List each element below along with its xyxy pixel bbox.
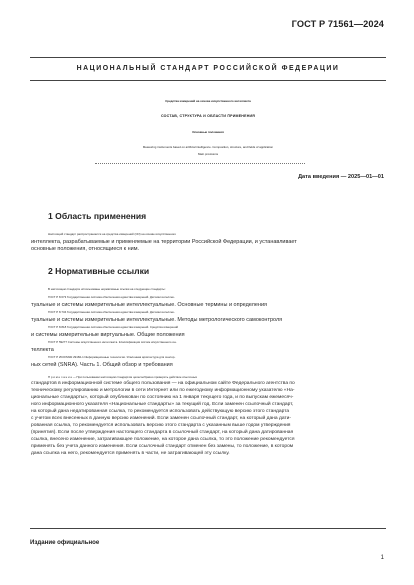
reference-iso-iec-29182-1: ГОСТ Р ИСО/МЭК 29182-1 Информационные технологии. Эталонная архитектура для сенсор-	[48, 355, 176, 359]
title-rule	[30, 80, 386, 81]
note-line: техническому регулированию и метрологии в сети Интернет или по ежегодному информационному указателю «На-	[31, 388, 295, 393]
document-code: ГОСТ Р 71561—2024	[291, 19, 384, 29]
note-line: циональные стандарты», который опубликован по состоянию на 1 января текущего года, и по выпускам ежемесяч-	[31, 395, 294, 400]
reference-gost-8818: ГОСТ Р 8.818 Государственная система обеспечения единства измерений. Средства измерений	[48, 325, 179, 329]
english-title-line2: Main provisions	[197, 152, 219, 156]
note-line: стандартов в информационной системе общего пользования — на официальном сайте Федерального агентства по	[31, 381, 295, 386]
note-line: на который дана недатированная ссылка, то рекомендуется использовать действующую версию этого стандарта	[31, 409, 290, 414]
note-line: П р и м е ч а н и е — При пользовании настоящим стандартом целесообразно проверить действие ссылочных	[48, 375, 198, 379]
reference-gost-8734-cont: туальные и системы измерительные интеллектуальные. Методы метрологического самоконтроля	[31, 316, 283, 323]
document-provisions: Основные положения	[192, 130, 224, 134]
section-1-line: основные положения, относящиеся к ним.	[31, 246, 140, 252]
section-2-heading: 2 Нормативные ссылки	[48, 266, 150, 276]
reference-iso-iec-29182-1-cont: ных сетей (SNRA). Часть 1. Общий обзор и требования	[31, 361, 173, 368]
note-line: дана ссылка на него, рекомендуется применять в части, не затрагивающей эту ссылку.	[31, 451, 230, 456]
section-2-line: В настоящем стандарте использованы нормативные ссылки на следующие стандарты:	[48, 287, 166, 291]
reference-gost-8673-cont: туальные и системы измерительные интеллектуальные. Основные термины и определения	[31, 301, 268, 308]
section-1-line: Настоящий стандарт распространяется на средства измерений (СИ) на основе искусственного	[48, 232, 177, 236]
note-line: применять без учета данного изменения. Если ссылочный стандарт отменен без замены, то положение, в котором	[31, 444, 294, 449]
introduction-date: Дата введения — 2025—01—01	[298, 174, 384, 180]
page-number: 1	[380, 555, 384, 561]
note-line: рованная ссылка, то рекомендуется использовать версию этого стандарта с указанным выше годом утверждения	[31, 423, 291, 428]
document-subtitle: Средства измерений на основе искусственного интеллекта	[165, 99, 251, 103]
note-line: ссылка, внесено изменение, затрагивающее положение, на которое дана ссылка, то это положение рекомендуется	[31, 437, 295, 442]
reference-gost-8673: ГОСТ Р 8.673 Государственная система обеспечения единства измерений. Датчики интеллек-	[48, 295, 175, 299]
reference-gost-8818-cont: и системы измерительные виртуальные. Общие положения	[31, 331, 185, 338]
reference-gost-59277: ГОСТ Р 59277 Системы искусственного интеллекта. Классификация систем искусственного ин-	[48, 340, 177, 344]
footer-rule	[30, 528, 386, 529]
note-line: ного информационного указателя «Национальные стандарты» за текущий год. Если заменен ссылочный стандарт,	[31, 402, 294, 407]
section-1-heading: 1 Область применения	[48, 211, 147, 221]
national-standard-title: НАЦИОНАЛЬНЫЙ СТАНДАРТ РОССИЙСКОЙ ФЕДЕРАЦИИ	[76, 65, 340, 72]
official-edition-label: Издание официальное	[30, 539, 100, 546]
section-1-line: интеллекта, разрабатываемые и применяемые на территории Российской Федерации, и устанавливает	[31, 238, 297, 245]
english-title-line1: Measuring instruments based on artificial intelligence. Composition, structure, and fields of application	[142, 145, 274, 149]
title-block-separator	[95, 163, 305, 164]
document-main-title: СОСТАВ, СТРУКТУРА И ОБЛАСТИ ПРИМЕНЕНИЯ	[160, 114, 256, 118]
reference-gost-8734: ГОСТ Р 8.734 Государственная система обеспечения единства измерений. Датчики интеллек-	[48, 310, 175, 314]
top-rule	[30, 57, 386, 58]
note-line: с учетом всех внесенных в данную версию изменений. Если заменен ссылочный стандарт, на который дана дати-	[31, 416, 292, 421]
reference-gost-59277-cont: теллекта	[31, 346, 54, 353]
note-line: (принятия). Если после утверждения настоящего стандарта в ссылочный стандарт, на который дана датированная	[31, 430, 294, 435]
